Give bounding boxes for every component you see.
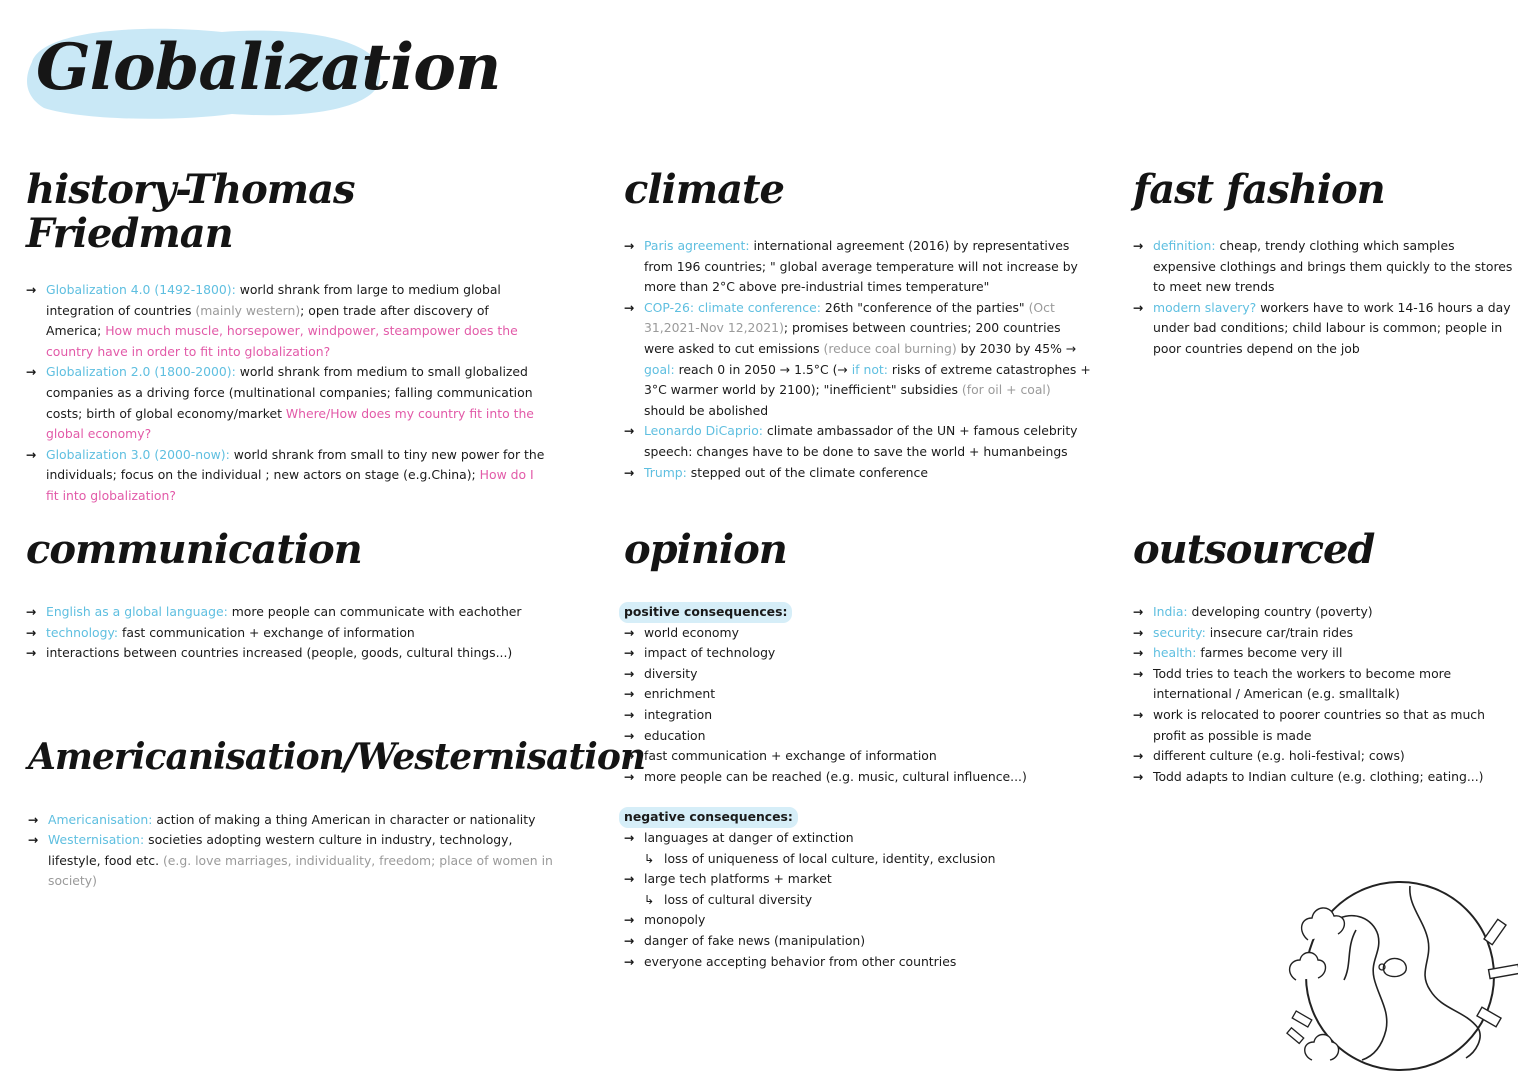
history-item-label: Globalization 3.0 (2000-now): (46, 446, 230, 462)
climate-item-muted: (Oct 31,2021-Nov 12,2021) (644, 299, 1055, 336)
history-item-question: How do I fit into globalization? (46, 467, 534, 503)
fashion-item-text: workers have to work 14-16 hours a day under bad conditions; child labour is common; people in poor countries depend on the job (1153, 299, 1511, 356)
outsourced-item-label: health: (1153, 645, 1197, 661)
positive-item: → integration (624, 705, 1094, 726)
americanisation-item-label: Westernisation: (48, 832, 145, 848)
fashion-heading: fast fashion (1133, 166, 1385, 213)
positive-item: → world economy (624, 623, 1094, 644)
climate-item-muted: (reduce coal burning) (823, 340, 957, 356)
section-communication (26, 528, 556, 664)
americanisation-item (28, 830, 558, 892)
fashion-item (1133, 298, 1513, 360)
climate-item-text: climate ambassador of the UN + famous celebrity speech: changes have to be done to save the world + humanbeings (644, 423, 1078, 459)
climate-item-text: ; promises between countries; 200 countries were asked to cut emissions (644, 320, 1061, 356)
climate-item-label: COP-26: climate conference: (644, 299, 821, 315)
americanisation-item-text: societies adopting western culture in industry, technology, lifestyle, food etc. (48, 832, 513, 868)
page-title: Globalization (36, 30, 501, 105)
fashion-item-label: definition: (1153, 238, 1216, 253)
fashion-list (1133, 236, 1513, 360)
positive-item: → more people can be reached (e.g. music, cultural influence...) (624, 767, 1094, 788)
communication-item (26, 623, 556, 644)
climate-item-label: Paris agreement: (644, 238, 750, 253)
section-outsourced (1133, 528, 1513, 787)
americanisation-heading: Americanisation/Westernisation (28, 736, 645, 778)
climate-item (624, 421, 1092, 462)
americanisation-list (28, 810, 558, 892)
history-item-question: Where/How does my country fit into the global economy? (46, 405, 534, 442)
section-opinion (624, 528, 1094, 972)
globe-icon (1278, 860, 1518, 1075)
history-item-label: Globalization 4.0 (1492-1800): (46, 282, 236, 297)
climate-item-text: international agreement (2016) by representatives from 196 countries; " global average temperature will not increase by more than 2°C above pre-industrial times temperature" (644, 238, 1078, 295)
section-fast-fashion (1133, 168, 1513, 360)
climate-item-text: reach 0 in 2050 → 1.5°C (→ (674, 361, 852, 377)
climate-item-text: risks of extreme catastrophes + 3°C warmer world by 2100); "inefficient" subsidies (644, 361, 1091, 398)
positive-item: → education (624, 726, 1094, 747)
negative-item: → large tech platforms + market (624, 869, 1094, 890)
outsourced-item: → different culture (e.g. holi-festival; cows) (1133, 746, 1513, 767)
americanisation-item-muted: (e.g. love marriages, individuality, freedom; place of women in society) (48, 852, 553, 889)
outsourced-item-text: insecure car/train rides (1205, 624, 1354, 640)
communication-item-text: fast communication + exchange of information (118, 624, 415, 640)
outsourced-item: → work is relocated to poorer countries so that as much profit as possible is made (1133, 705, 1513, 746)
outsourced-item-text: farmes become very ill (1196, 645, 1343, 661)
opinion-positive (624, 602, 1094, 787)
communication-item-label: technology: (46, 624, 119, 640)
outsourced-item-text: developing country (poverty) (1187, 604, 1373, 619)
history-item-muted: (mainly western) (195, 302, 301, 318)
opinion-heading: opinion (624, 526, 787, 573)
communication-item-label: English as a global language: (46, 604, 228, 619)
outsourced-item: → Todd tries to teach the workers to become more international / American (e.g. smalltalk) (1133, 664, 1513, 705)
communication-item (26, 643, 556, 664)
positive-item: → impact of technology (624, 643, 1094, 664)
history-item-text: world shrank from medium to small globalized companies as a driving force (multinational companies; falling communication costs; birth of global economy/market (46, 364, 533, 421)
outsourced-item: → Todd adapts to Indian culture (e.g. clothing; eating...) (1133, 767, 1513, 788)
fashion-item-label: modern slavery? (1153, 299, 1257, 315)
outsourced-item (1133, 602, 1513, 623)
outsourced-item-label: security: (1153, 624, 1206, 640)
section-climate (624, 168, 1092, 483)
climate-item (624, 236, 1092, 298)
history-item-question: How much muscle, horsepower, windpower, steampower does the country have in order to fit into globalization? (46, 323, 518, 359)
history-item (26, 362, 546, 444)
positive-consequences-label: positive consequences: (619, 602, 792, 623)
history-item-text: world shrank from large to medium global integration of countries (46, 282, 501, 318)
section-americanisation (28, 736, 645, 892)
climate-item-text: 26th "conference of the parties" (820, 299, 1029, 315)
communication-heading: communication (26, 526, 362, 573)
section-history (26, 168, 546, 507)
communication-item-text: more people can communicate with eachother (227, 604, 522, 619)
opinion-negative (624, 807, 1094, 972)
climate-item-muted: (for oil + coal) (961, 382, 1051, 398)
climate-heading: climate (624, 166, 784, 213)
history-list (26, 280, 546, 507)
climate-item-goal: goal: (644, 361, 675, 377)
negative-sub-item: ↳ loss of uniqueness of local culture, identity, exclusion (624, 849, 1094, 870)
climate-item-text: should be abolished (644, 402, 769, 418)
outsourced-item (1133, 623, 1513, 644)
communication-list (26, 602, 556, 664)
outsourced-item (1133, 643, 1513, 664)
history-item (26, 280, 546, 362)
fashion-item (1133, 236, 1513, 298)
outsourced-item-label: India: (1153, 604, 1188, 619)
climate-item-label: Trump: (644, 464, 687, 480)
climate-item-ifnot: if not: (851, 361, 888, 377)
history-item-text: world shrank from small to tiny new power for the individuals; focus on the individual ; new actors on stage (e.g.China); (46, 446, 545, 483)
outsourced-heading: outsourced (1133, 526, 1375, 573)
climate-item-text: by 2030 by 45% → (956, 340, 1077, 356)
negative-item: → everyone accepting behavior from other countries (624, 952, 1094, 973)
negative-item: → danger of fake news (manipulation) (624, 931, 1094, 952)
communication-item (26, 602, 556, 623)
positive-item: → enrichment (624, 684, 1094, 705)
climate-item (624, 298, 1092, 422)
climate-item (624, 463, 1092, 484)
communication-item-text: interactions between countries increased (people, goods, cultural things...) (46, 645, 513, 661)
americanisation-item (28, 810, 558, 831)
climate-item-text: stepped out of the climate conference (686, 464, 928, 480)
americanisation-item-text: action of making a thing American in character or nationality (152, 811, 536, 827)
climate-list (624, 236, 1092, 483)
title-block (22, 22, 501, 122)
history-item (26, 445, 546, 507)
negative-item: → monopoly (624, 910, 1094, 931)
history-item-text2: ; open trade after discovery of America; (46, 302, 489, 339)
negative-consequences-label: negative consequences: (619, 807, 798, 828)
history-heading: history-Thomas Friedman (26, 166, 355, 257)
positive-item: → diversity (624, 664, 1094, 685)
history-item-label: Globalization 2.0 (1800-2000): (46, 364, 236, 380)
negative-item: → languages at danger of extinction (624, 828, 1094, 849)
outsourced-list (1133, 602, 1513, 787)
americanisation-item-label: Americanisation: (48, 811, 153, 827)
positive-item: → fast communication + exchange of information (624, 746, 1094, 767)
negative-sub-item: ↳ loss of cultural diversity (624, 890, 1094, 911)
fashion-item-text: cheap, trendy clothing which samples expensive clothings and brings them quickly to the stores to meet new trends (1153, 238, 1513, 295)
climate-item-label: Leonardo DiCaprio: (644, 423, 763, 439)
